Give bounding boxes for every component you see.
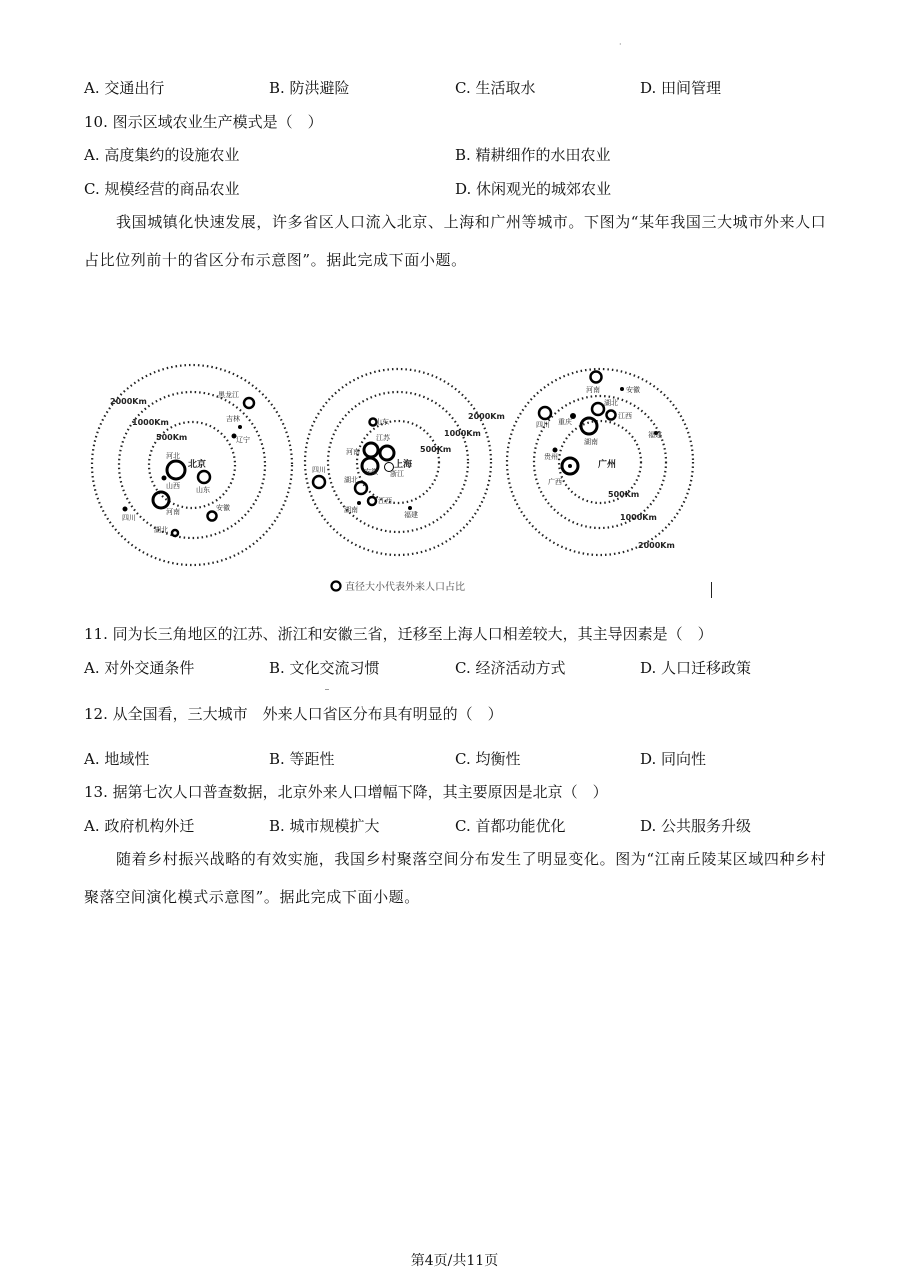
bj-jilin: 吉林 — [226, 415, 240, 423]
bj-ring-2000: 2000Km — [110, 397, 147, 406]
q9-option-b[interactable]: B. 防洪避险 — [269, 79, 350, 97]
q10-option-a[interactable]: A. 高度集约的设施农业 — [84, 146, 240, 164]
q12-option-c[interactable]: C. 均衡性 — [455, 750, 521, 768]
gz-fujian: 福建 — [648, 431, 662, 439]
q13-option-a[interactable]: A. 政府机构外迁 — [84, 817, 195, 835]
sh-jiangsu: 江苏 — [376, 434, 390, 442]
q11-option-d[interactable]: D. 人口迁移政策 — [640, 659, 752, 677]
bj-ring-500: 500Km — [156, 433, 188, 442]
migration-figure — [90, 362, 730, 602]
gz-ring-1000: 1000Km — [620, 513, 657, 522]
text-cursor — [711, 582, 712, 598]
stray-dot: · — [619, 40, 622, 49]
q12-option-a[interactable]: A. 地域性 — [84, 750, 150, 768]
bj-henan: 河南 — [166, 508, 180, 516]
passage-settlement — [84, 840, 829, 916]
gz-chongqing: 重庆 — [558, 418, 572, 426]
sh-ring-1000: 1000Km — [444, 429, 481, 438]
gz-ring-500: 500Km — [608, 490, 640, 499]
q11-option-a[interactable]: A. 对外交通条件 — [84, 659, 195, 677]
figure-legend: 直径大小代表外来人口占比 — [345, 582, 465, 593]
sh-ring-2000: 2000Km — [468, 412, 505, 421]
q12-option-d[interactable]: D. 同向性 — [640, 750, 707, 768]
q13-option-d[interactable]: D. 公共服务升级 — [640, 817, 752, 835]
bj-center-label: 北京 — [188, 460, 207, 470]
migration-rings-svg — [90, 362, 730, 602]
q11-stem: 11. 同为长三角地区的江苏、浙江和安徽三省，迁移至上海人口相差较大，其主导因素是（ ） — [84, 625, 713, 643]
q9-option-a[interactable]: A. 交通出行 — [84, 79, 165, 97]
sh-hubei: 湖北 — [344, 476, 358, 484]
q12-stem: 12. 从全国看，三大城市 外来人口省区分布具有明显的（ ） — [84, 705, 503, 723]
bj-shandong: 山东 — [196, 486, 210, 494]
stray-dash — [325, 689, 329, 690]
legend-circle-icon — [332, 582, 341, 591]
bj-ring-1000: 1000Km — [132, 418, 169, 427]
sh-shandong: 山东 — [375, 418, 389, 426]
q10-option-c[interactable]: C. 规模经营的商品农业 — [84, 180, 240, 198]
bj-liaoning: 辽宁 — [236, 436, 250, 444]
q11-option-c[interactable]: C. 经济活动方式 — [455, 659, 566, 677]
q13-stem: 13. 据第七次人口普查数据，北京外来人口增幅下降，其主要原因是北京（ ） — [84, 783, 608, 801]
q13-option-c[interactable]: C. 首都功能优化 — [455, 817, 566, 835]
q11-option-b[interactable]: B. 文化交流习惯 — [269, 659, 380, 677]
gz-hunan: 湖南 — [584, 438, 598, 446]
bj-hebei: 河北 — [166, 452, 180, 460]
gz-guizhou: 贵州 — [544, 453, 558, 461]
gz-jiangxi: 江西 — [618, 412, 632, 420]
q9-option-d[interactable]: D. 田间管理 — [640, 79, 722, 97]
gz-ring-2000: 2000Km — [638, 541, 675, 550]
sh-center-label: 上海 — [394, 460, 413, 470]
sh-ring-500: 500Km — [420, 445, 452, 454]
passage-migration-text: 我国城镇化快速发展，许多省区人口流入北京、上海和广州等城市。下图为“某年我国三大城市外来人口占比位列前十的省区分布示意图”。据此完成下面小题。 — [84, 213, 827, 269]
sh-anhui: 安徽 — [364, 468, 378, 476]
shanghai-group — [313, 419, 394, 506]
q9-option-c[interactable]: C. 生活取水 — [455, 79, 536, 97]
gz-henan: 河南 — [586, 386, 600, 394]
q13-option-b[interactable]: B. 城市规模扩大 — [269, 817, 380, 835]
q10-option-d[interactable]: D. 休闲观光的城郊农业 — [455, 180, 612, 198]
passage-migration — [84, 203, 829, 279]
q12-option-b[interactable]: B. 等距性 — [269, 750, 335, 768]
gz-hubei: 湖北 — [604, 399, 618, 407]
gz-center-label: 广州 — [598, 460, 617, 470]
gz-guangxi: 广西 — [548, 478, 562, 486]
bj-shanxi: 山西 — [166, 482, 180, 490]
bj-anhui: 安徽 — [216, 504, 230, 512]
sh-jiangxi: 江西 — [378, 497, 392, 505]
q10-option-b[interactable]: B. 精耕细作的水田农业 — [455, 146, 611, 164]
bj-heilongjiang: 黑龙江 — [218, 391, 239, 399]
sh-sichuan: 四川 — [312, 466, 326, 474]
sh-henan: 河南 — [346, 448, 360, 456]
bj-hubei: 湖北 — [154, 526, 168, 534]
page-footer: 第4页/共11页 — [410, 1253, 499, 1269]
sh-zhejiang: 浙江 — [390, 470, 404, 478]
q10-stem: 10. 图示区域农业生产模式是（ ） — [84, 113, 323, 131]
bj-sichuan: 四川 — [122, 514, 136, 522]
passage-settlement-text: 随着乡村振兴战略的有效实施，我国乡村聚落空间分布发生了明显变化。图为“江南丘陵某区域四种乡村聚落空间演化模式示意图”。据此完成下面小题。 — [84, 850, 827, 906]
sh-fujian: 福建 — [404, 511, 418, 519]
gz-anhui: 安徽 — [626, 386, 640, 394]
sh-hunan: 湖南 — [344, 506, 358, 514]
gz-sichuan: 四川 — [536, 421, 550, 429]
